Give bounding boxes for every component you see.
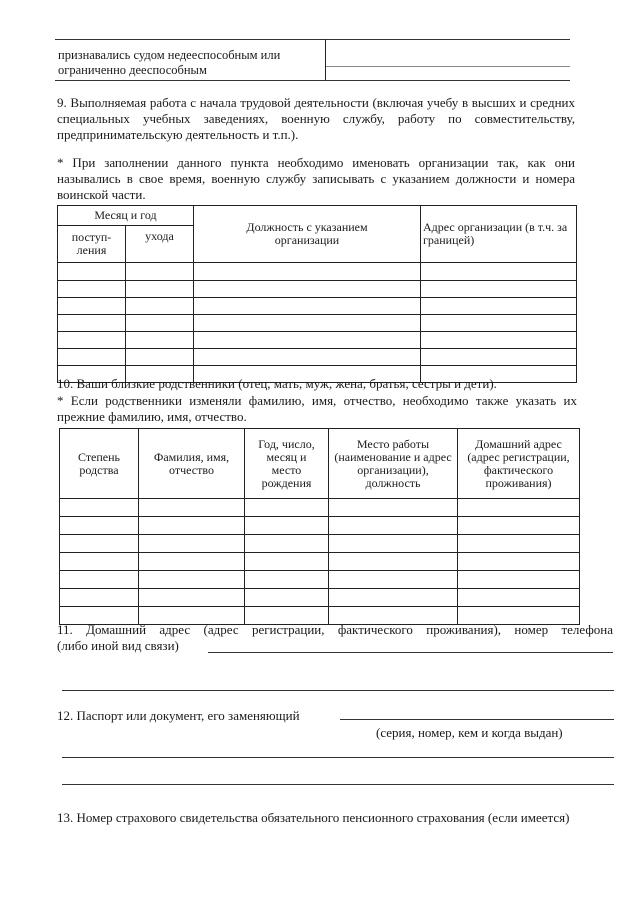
table-row xyxy=(58,281,577,298)
table-cell[interactable] xyxy=(329,553,458,571)
table-cell[interactable] xyxy=(329,571,458,589)
table-cell[interactable] xyxy=(126,332,194,349)
table-cell[interactable] xyxy=(245,517,329,535)
table-cell[interactable] xyxy=(194,281,421,298)
table-cell[interactable] xyxy=(60,499,139,517)
exit-header: ухода xyxy=(126,226,194,263)
section11-text-a: 11. Домашний адрес (адрес регистрации, фактического проживания), номер телефона xyxy=(57,622,613,637)
top-row-label xyxy=(58,48,323,78)
section9-note: * При заполнении данного пункта необходимо именовать организации так, как они назывались в свое время, военную службу записывать с указанием должности и номера воинской части. xyxy=(57,155,575,202)
table-cell[interactable] xyxy=(421,263,577,281)
table-cell[interactable] xyxy=(126,298,194,315)
table-row xyxy=(58,349,577,366)
table-cell[interactable] xyxy=(421,349,577,366)
table-cell[interactable] xyxy=(58,281,126,298)
table-cell[interactable] xyxy=(245,499,329,517)
table-cell[interactable] xyxy=(458,553,580,571)
table-cell[interactable] xyxy=(329,589,458,607)
table-cell[interactable] xyxy=(139,517,245,535)
table-row xyxy=(60,535,580,553)
table-cell[interactable] xyxy=(245,535,329,553)
table-cell[interactable] xyxy=(458,517,580,535)
table-cell[interactable] xyxy=(245,553,329,571)
table-cell[interactable] xyxy=(58,332,126,349)
table-cell[interactable] xyxy=(60,553,139,571)
table-row xyxy=(58,332,577,349)
table-cell[interactable] xyxy=(458,499,580,517)
top-row-bottom-line xyxy=(55,80,570,81)
table-cell[interactable] xyxy=(329,535,458,553)
table-cell[interactable] xyxy=(329,517,458,535)
table-cell[interactable] xyxy=(458,589,580,607)
work-header: Место работы (наименование и адрес организации), должность xyxy=(329,429,458,499)
table-row xyxy=(60,589,580,607)
passport-hint: (серия, номер, кем и когда выдан) xyxy=(376,725,563,740)
position-header: Должность с указанием организации xyxy=(194,206,421,263)
section11-text-b: (либо иной вид связи) xyxy=(57,638,179,653)
table-cell[interactable] xyxy=(139,535,245,553)
home-address-field-line2[interactable] xyxy=(62,690,614,691)
table-cell[interactable] xyxy=(60,535,139,553)
section10-title: 10. Ваши близкие родственники (отец, мать, муж, жена, братья, сестры и дети). xyxy=(57,376,497,391)
table-cell[interactable] xyxy=(194,298,421,315)
month-year-header: Месяц и год xyxy=(58,206,194,226)
table-row xyxy=(58,298,577,315)
table-cell[interactable] xyxy=(139,589,245,607)
table-cell[interactable] xyxy=(421,332,577,349)
section12-label: 12. Паспорт или документ, его заменяющий xyxy=(57,708,300,723)
table-row xyxy=(60,571,580,589)
table-cell[interactable] xyxy=(329,499,458,517)
table-cell[interactable] xyxy=(421,281,577,298)
table-cell[interactable] xyxy=(126,263,194,281)
table-cell[interactable] xyxy=(58,315,126,332)
table-cell[interactable] xyxy=(139,553,245,571)
table-cell[interactable] xyxy=(126,281,194,298)
top-row-line2: ограниченно дееспособным xyxy=(58,63,207,77)
home-header: Домашний адрес (адрес регистрации, фактического проживания) xyxy=(458,429,580,499)
table-cell[interactable] xyxy=(139,499,245,517)
top-row-line1: признавались судом недееспособным или xyxy=(58,48,281,62)
table-cell[interactable] xyxy=(58,298,126,315)
table-cell[interactable] xyxy=(421,315,577,332)
table-cell[interactable] xyxy=(194,315,421,332)
home-address-field[interactable] xyxy=(208,652,613,653)
top-border-line xyxy=(55,39,570,40)
address-header: Адрес организации (в т.ч. за границей) xyxy=(421,206,577,263)
table-row xyxy=(60,499,580,517)
entry-header: поступ-ления xyxy=(58,226,126,263)
relatives-table xyxy=(59,428,580,625)
work-history-table xyxy=(57,205,577,383)
passport-field[interactable] xyxy=(340,719,614,720)
table-cell[interactable] xyxy=(126,349,194,366)
table-row xyxy=(60,517,580,535)
top-row-answer-line xyxy=(326,66,570,67)
table-cell[interactable] xyxy=(126,315,194,332)
birth-header: Год, число, месяц и место рождения xyxy=(245,429,329,499)
table-cell[interactable] xyxy=(245,589,329,607)
table-cell[interactable] xyxy=(60,517,139,535)
table-cell[interactable] xyxy=(194,332,421,349)
section9-title: 9. Выполняемая работа с начала трудовой деятельности (включая учебу в высших и средних специальных учебных заведениях, военную службу, работу по совместительству, предпринимательскую деятельность и т.п.). xyxy=(57,95,575,142)
table-cell[interactable] xyxy=(58,263,126,281)
table-cell[interactable] xyxy=(458,571,580,589)
passport-field-line3[interactable] xyxy=(62,784,614,785)
name-header: Фамилия, имя, отчество xyxy=(139,429,245,499)
top-row-divider xyxy=(325,39,326,81)
table-cell[interactable] xyxy=(421,298,577,315)
table-cell[interactable] xyxy=(60,571,139,589)
section13-text: 13. Номер страхового свидетельства обязательного пенсионного страхования (если имеется) xyxy=(57,810,570,825)
table-cell[interactable] xyxy=(245,571,329,589)
section10-note: * Если родственники изменяли фамилию, имя, отчество, необходимо также указать их прежние фамилию, имя, отчество. xyxy=(57,393,577,424)
table-row xyxy=(60,553,580,571)
kinship-header: Степень родства xyxy=(60,429,139,499)
table-cell[interactable] xyxy=(60,589,139,607)
table-cell[interactable] xyxy=(194,263,421,281)
table-cell[interactable] xyxy=(58,349,126,366)
passport-field-line2[interactable] xyxy=(62,757,614,758)
table-cell[interactable] xyxy=(194,349,421,366)
table-row xyxy=(58,263,577,281)
table-cell[interactable] xyxy=(139,571,245,589)
table-row xyxy=(58,315,577,332)
table-cell[interactable] xyxy=(458,535,580,553)
